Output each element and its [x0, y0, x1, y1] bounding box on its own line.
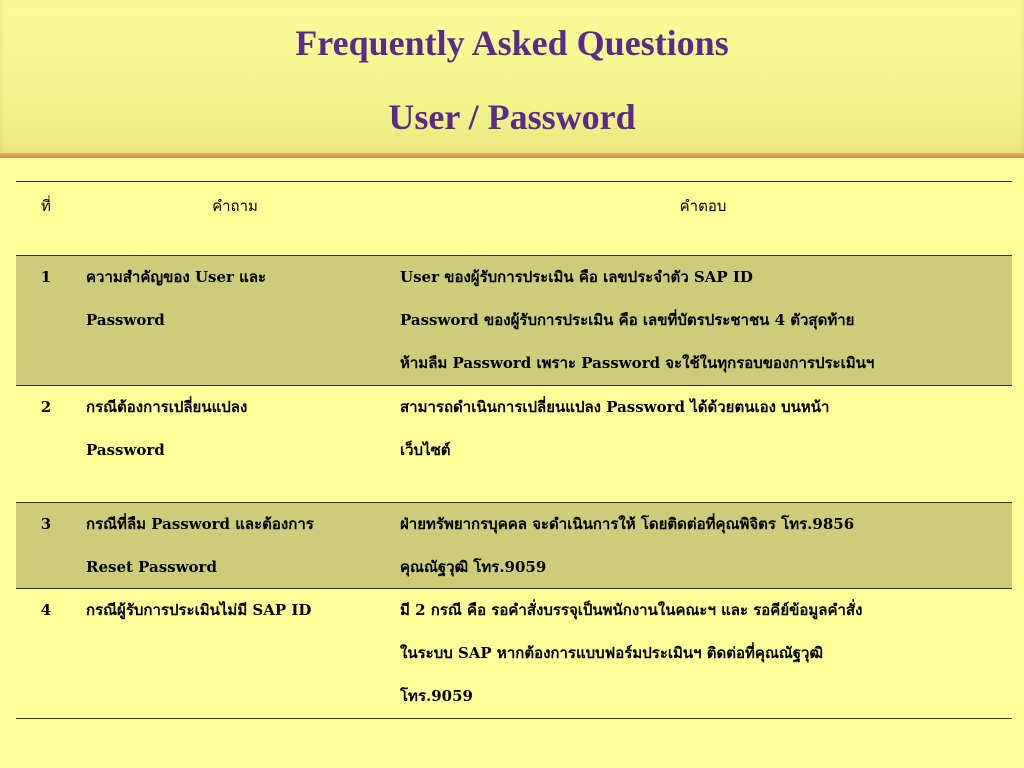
row-number: 4: [40, 601, 52, 619]
header-answer: คำตอบ: [679, 197, 727, 215]
answer-text: โทร.9059: [400, 687, 473, 705]
faq-table: [16, 181, 1012, 719]
answer-text: User ของผู้รับการประเมิน คือ เลขประจำตัว SAP ID: [400, 268, 753, 286]
answer-text: เว็บไซต์: [400, 441, 451, 459]
answer-cell: [394, 589, 1012, 719]
title-divider: [0, 153, 1024, 158]
row-number: 1: [40, 268, 52, 286]
table-row: [16, 256, 1012, 386]
answer-text: คุณณัฐวุฒิ โทร.9059: [400, 558, 547, 576]
question-text: Reset Password: [86, 558, 217, 576]
answer-cell: [394, 386, 1012, 503]
answer-cell: [394, 256, 1012, 386]
table-header-row: [16, 182, 1012, 256]
table-row: [16, 589, 1012, 719]
answer-cell: [394, 503, 1012, 589]
question-cell: [76, 503, 394, 589]
slide-title: Frequently Asked Questions: [295, 23, 729, 63]
question-cell: [76, 589, 394, 719]
answer-text: Password ของผู้รับการประเมิน คือ เลขที่บัตรประชาชน 4 ตัวสุดท้าย: [400, 311, 855, 329]
answer-text: สามารถดำเนินการเปลี่ยนแปลง Password ได้ด้วยตนเอง บนหน้า: [400, 398, 830, 416]
table-row: [16, 503, 1012, 589]
header-question: คำถาม: [212, 197, 258, 215]
question-text: กรณีผู้รับการประเมินไม่มี SAP ID: [86, 601, 312, 619]
question-cell: [76, 256, 394, 386]
slide-subtitle: User / Password: [388, 97, 636, 137]
question-text: Password: [86, 311, 165, 329]
answer-text: มี 2 กรณี คือ รอคำสั่งบรรจุเป็นพนักงานในคณะฯ และ รอคีย์ข้อมูลคำสั่ง: [400, 601, 863, 619]
question-cell: [76, 386, 394, 503]
answer-text: ในระบบ SAP หากต้องการแบบฟอร์มประเมินฯ ติดต่อที่คุณณัฐวุฒิ: [400, 644, 824, 662]
row-number: 2: [40, 398, 52, 416]
table-row: [16, 386, 1012, 503]
title-banner: [0, 0, 1024, 158]
row-number: 3: [40, 515, 52, 533]
question-text: กรณีที่ลืม Password และต้องการ: [86, 515, 314, 533]
question-text: กรณีต้องการเปลี่ยนแปลง: [86, 398, 248, 416]
answer-text: ฝ่ายทรัพยากรบุคคล จะดำเนินการให้ โดยติดต่อที่คุณพิจิตร โทร.9856: [400, 515, 855, 533]
header-number: ที่: [41, 197, 51, 215]
answer-text: ห้ามลืม Password เพราะ Password จะใช้ในทุกรอบของการประเมินฯ: [400, 354, 875, 372]
question-text: Password: [86, 441, 165, 459]
question-text: ความสำคัญของ User และ: [86, 268, 267, 286]
